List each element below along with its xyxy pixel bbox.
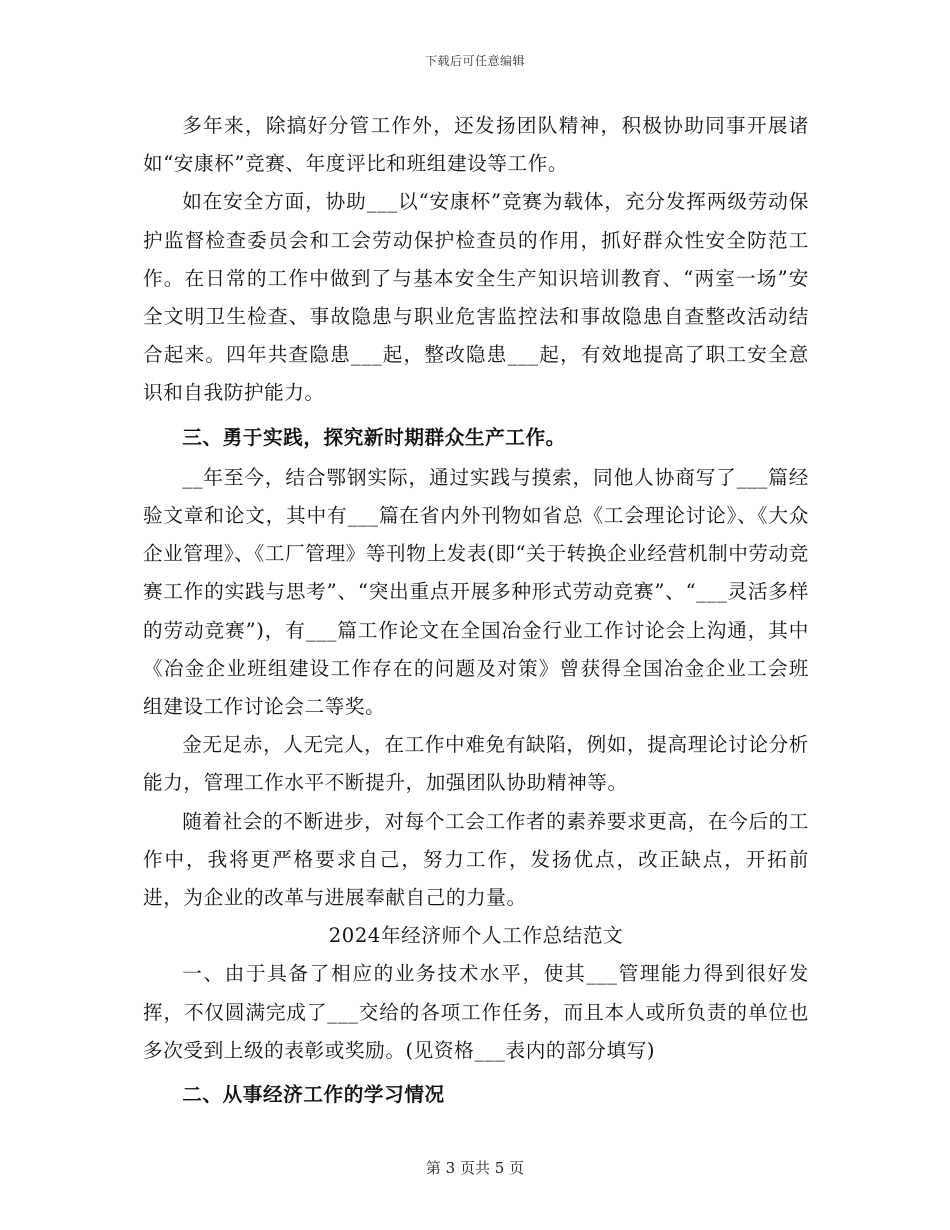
heading-practice: 三、勇于实践，探究新时期群众生产工作。 (182, 425, 566, 449)
section-title: 2024年经济师个人工作总结范文 (328, 924, 624, 948)
heading-study: 二、从事经济工作的学习情况 (182, 1083, 445, 1107)
paragraph-outlook: 随着社会的不断进步，对每个工会工作者的素养要求更高，在今后的工作中，我将更严格要求自己，努力工作，发扬优点，改正缺点，开拓前进，为企业的改革与进展奉献自己的力量。 (143, 809, 809, 910)
page-footer: 第 3 页共 5 页 (425, 1159, 525, 1177)
page-header: 下载后可任意编辑 (424, 54, 525, 68)
paragraph-shortcomings: 金无足赤，人无完人，在工作中难免有缺陷，例如，提高理论讨论分析能力，管理工作水平不断提升，加强团队协助精神等。 (143, 733, 809, 795)
paragraph-safety: 如在安全方面，协助___以“安康杯”竞赛为载体，充分发挥两级劳动保护监督检查委员会和工会劳动保护检查员的作用，抓好群众性安全防范工作。在日常的工作中做到了与基本安全生产知识培训教育、“两室一场”安全文明卫生检查、事故隐患与职业危害监控法和事故隐患自查整改活动结合起来。四年共查隐患___起，整改隐患___起，有效地提高了职工安全意识和自我防护能力。 (143, 190, 809, 405)
paragraph-teamwork: 多年来，除搞好分管工作外，还发扬团队精神，积极协助同事开展诸如“安康杯”竞赛、年度评比和班组建设等工作。 (143, 114, 809, 176)
paragraph-papers: __年至今，结合鄂钢实际，通过实践与摸索，同他人协商写了___篇经验文章和论文，其中有___篇在省内外刊物如省总《工会理论讨论》、《大众企业管理》、《工厂管理》等刊物上发表(即“关于转换企业经营机制中劳动竞赛工作的实践与思考”、“突出重点开展多种形式劳动竞赛”、“___灵活多样的劳动竞赛”)，有___篇工作论文在全国冶金行业工作讨论会上沟通，其中《冶金企业班组建设工作存在的问题及对策》曾获得全国冶金企业工会班组建设工作讨论会二等奖。 (143, 465, 809, 719)
document-body (143, 107, 809, 1114)
paragraph-skills: 一、由于具备了相应的业务技术水平，使其___管理能力得到很好发挥，不仅圆满完成了___交给的各项工作任务，而且本人或所负责的单位也多次受到上级的表彰或奖励。(见资格___表内的部分填写) (143, 962, 809, 1062)
